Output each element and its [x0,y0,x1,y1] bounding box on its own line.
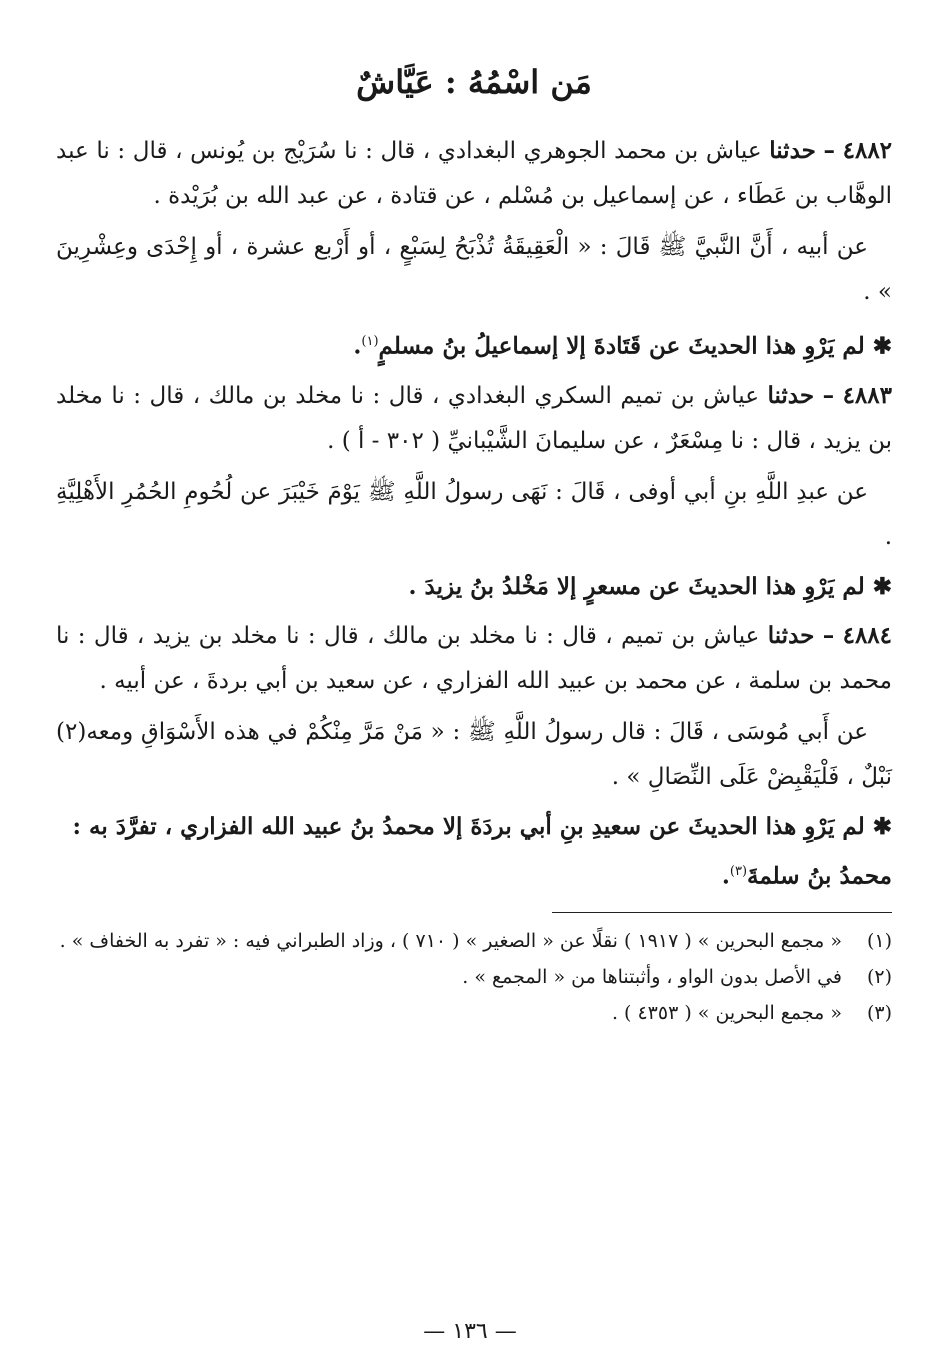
footnote-text: في الأصل بدون الواو ، وأثبتناها من « المجمع » . [462,966,842,989]
footnote-ref: (١) [361,334,379,349]
comment-end: . [353,332,362,360]
hadith-lead-word: حدثنا [767,381,815,409]
hadith-isnad-text: عياش بن تميم السكري البغدادي ، قال : نا مخلد بن مالك ، قال : نا مخلد بن يزيد ، قال : نا مِسْعَرٌ ، عن سليمانَ الشَّيْبانيِّ ( ٣٠٢ - أ ) . [56,382,892,454]
hadith-separator: – [822,621,835,649]
book-page [56,60,892,1340]
hadith-isnad-text: عياش بن تميم ، قال : نا مخلد بن مالك ، قال : نا مخلد بن يزيد ، قال : نا محمد بن سلمة ، عن محمد بن عبيد الله الفزاري ، عن سعيد بن أبي بردةَ ، عن أبيه . [56,622,892,694]
footnote-ref: (٣) [729,863,748,879]
hadith-lead-word: حدثنا [767,621,815,649]
hadith-isnad-4884 [56,613,892,704]
footnote-2 [56,959,892,995]
comment-text: ✱ لم يَرْوِ هذا الحديثَ عن سعيدِ بنِ أبي بردَةَ إلا محمدُ بنُ عبيد الله الفزاري ، تفرَّدَ به : محمدُ بنُ سلمةَ [72,812,892,890]
footnote-3 [56,995,892,1031]
footnote-divider [552,912,892,913]
hadith-isnad-4883 [56,373,892,464]
hadith-comment-4882 [56,319,892,369]
footnote-text: « مجمع البحرين » ( ٤٣٥٣ ) . [611,1002,842,1025]
footnote-text: « مجمع البحرين » ( ١٩١٧ ) نقلًا عن « الصغير » ( ٧١٠ ) ، وزاد الطبراني فيه : « تفرد به الخفاف » . [59,930,842,953]
hadith-matn-4884: عن أَبي مُوسَى ، قَالَ : قال رسولُ اللَّهِ ﷺ : « مَنْ مَرَّ مِنْكُمْ في هذه الأَسْوَاقِ ومعه(٢) نَبْلٌ ، فَلْيَقْبِضْ عَلَى النِّصَالِ » . [56,718,892,790]
footnote-1 [56,923,892,959]
hadith-number: ٤٨٨٣ [842,381,892,409]
comment-text: ✱ لم يَرْوِ هذا الحديثَ عن مسعرٍ إلا مَخْلدُ بنُ يزيدَ . [408,572,892,600]
hadith-number: ٤٨٨٢ [842,137,893,164]
footnote-number: (٣) [866,1002,892,1025]
hadith-lead-word: حدثنا [769,137,816,164]
comment-end: . [721,862,730,890]
comment-text: ✱ لم يَرْوِ هذا الحديثَ عن قَتَادةَ إلا إسماعيلُ بنُ مسلمٍ [378,332,892,360]
hadith-separator: – [822,381,835,409]
hadith-comment-4884 [56,804,892,899]
hadith-separator: – [823,137,835,164]
hadith-isnad-4882 [56,128,892,219]
page-number: — ١٣٦ — [423,1319,517,1344]
footnote-number: (١) [866,930,892,953]
hadith-matn-4883: عن عبدِ اللَّهِ بنِ أبي أوفى ، قَالَ : نَهَى رسولُ اللَّهِ ﷺ يَوْمَ خَيْبَرَ عن لُحُومِ الحُمُرِ الأَهْلِيَّةِ . [56,478,892,550]
hadith-number: ٤٨٨٤ [842,621,893,649]
chapter-title: مَن اسْمُهُ : عَيَّاشٌ [356,63,592,101]
hadith-comment-4883 [56,564,892,609]
footnote-number: (٢) [866,966,892,989]
hadith-matn-4882: عن أبيه ، أَنَّ النَّبيَّ ﷺ قَالَ : « الْعَقِيقَةُ تُذْبَحُ لِسَبْعٍ ، أو أَرْبع عشرة ، أو إِحْدَى وعِشْرِينَ » . [56,234,892,305]
hadith-isnad-text: عياش بن محمد الجوهري البغدادي ، قال : نا سُرَيْج بن يُونس ، قال : نا عبد الوهَّاب بن عَطَاء ، عن إسماعيل بن مُسْلم ، عن قتادة ، عن عبد الله بن بُرَيْدة . [56,138,892,209]
